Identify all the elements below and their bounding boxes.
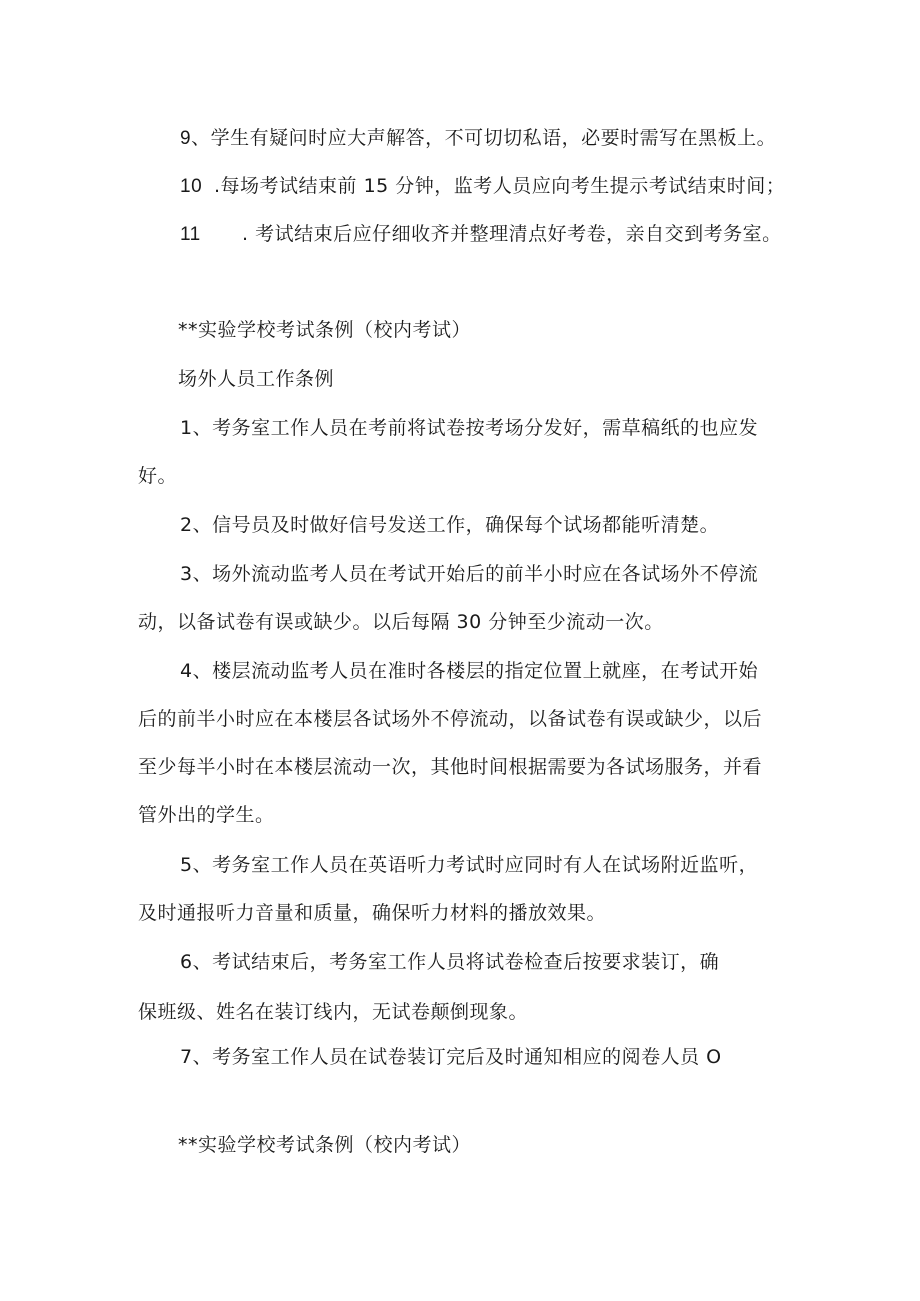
item-text: .每场考试结束前 15 分钟，监考人员应向考生提示考试结束时间；: [214, 175, 786, 197]
paragraph-line: 4、楼层流动监考人员在准时各楼层的指定位置上就座，在考试开始: [180, 660, 759, 682]
paragraph-line: 6、考试结束后，考务室工作人员将试卷检查后按要求装订，确: [180, 951, 720, 973]
rule-item-10: [180, 174, 785, 199]
paragraph-line: 管外出的学生。: [138, 804, 275, 826]
paragraph-line: 7、考务室工作人员在试卷装订完后及时通知相应的阅卷人员 O: [180, 1046, 722, 1068]
paragraph-line: 2、信号员及时做好信号发送工作，确保每个试场都能听清楚。: [180, 514, 720, 536]
paragraph-line: 及时通报听力音量和质量，确保听力材料的播放效果。: [138, 902, 607, 924]
item-number: 9: [180, 128, 192, 149]
paragraph-line: 3、场外流动监考人员在考试开始后的前半小时应在各试场外不停流: [180, 563, 759, 585]
item-text: . 考试结束后应仔细收齐并整理清点好考卷，亲自交到考务室。: [242, 223, 782, 245]
paragraph-line: 好。: [138, 465, 178, 487]
paragraph-line: 动，以备试卷有误或缺少。以后每隔 30 分钟至少流动一次。: [138, 611, 664, 633]
section-heading: **实验学校考试条例（校内考试）: [178, 319, 472, 341]
paragraph-line: 1、考务室工作人员在考前将试卷按考场分发好，需草稿纸的也应发: [180, 417, 759, 439]
rule-item-9: [180, 126, 776, 151]
section-heading: **实验学校考试条例（校内考试）: [178, 1134, 472, 1156]
item-number: 11: [180, 224, 201, 245]
item-number: 10: [180, 176, 203, 197]
paragraph-line: 5、考务室工作人员在英语听力考试时应同时有人在试场附近监听，: [180, 854, 759, 876]
item-text: 、学生有疑问时应大声解答，不可切切私语，必要时需写在黑板上。: [191, 127, 777, 149]
rule-item-11: [180, 222, 782, 247]
section-subheading: 场外人员工作条例: [178, 368, 335, 390]
paragraph-line: 至少每半小时在本楼层流动一次，其他时间根据需要为各试场服务，并看: [138, 756, 763, 778]
paragraph-line: 后的前半小时应在本楼层各试场外不停流动，以备试卷有误或缺少，以后: [138, 708, 763, 730]
paragraph-line: 保班级、姓名在装订线内，无试卷颠倒现象。: [138, 1001, 529, 1023]
